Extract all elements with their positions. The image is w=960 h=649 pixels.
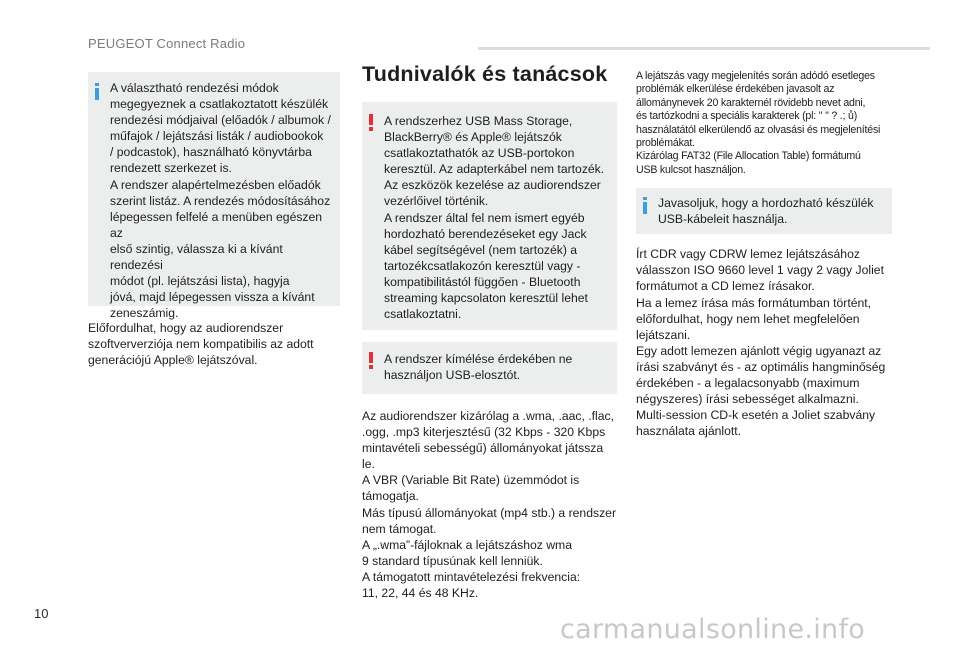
watermark: carmanualsonline.info: [560, 614, 866, 645]
info-icon: [95, 83, 99, 100]
info-box-text: A választható rendezési módok megegyeznek a csatlakoztatott készülék rendezési módjaival (előadók / albumok / műfajok / lejátszási listák / audiobookok / podcastok), használható könyvtárba rendezett szerkezet is. A rendszer alapértelmezésben előadók szerint listáz. A rendezés módosításához lépegessen felfelé a menüben egészen az első szintig, válassza ki a kívánt rendezési módot (pl. lejátszási lista), hagyja jóvá, majd lépegessen vissza a kívánt zeneszámig.: [110, 81, 331, 321]
column-3: [636, 70, 892, 439]
filename-advice-paragraph: A lejátszás vagy megjelenítés során adódó esetleges problémák elkerülése érdekében javasolt az állománynevek 20 karakternél rövidebb nevet adni, és tartózkodni a speciális karakterek (pl: " " ? .; ů) használatától elkerülendő az olvasási és megjelenítési problémákat. Kizárólag FAT32 (File Allocation Table) formátumú USB kulcsot használjon.: [636, 70, 881, 176]
info-box: [88, 72, 340, 321]
warning-box-usb: [362, 102, 617, 330]
warning-box-hub-text: A rendszer kímélése érdekében ne használjon USB-elosztót.: [384, 352, 573, 383]
column-1: [88, 72, 340, 368]
warning-box-usb-text: A rendszerhez USB Mass Storage, BlackBerry® és Apple® lejátszók csatlakoztathatók az USB-portokon keresztül. Az adapterkábel nem tartozék. Az eszközök kezelése az audiorendszer vezérlőivel történik. A rendszer által fel nem ismert egyéb hordozható berendezéseket egy Jack kábel segítségével (nem tartozék) a tartozékcsatlakozón keresztül vagy - kompatibilitástól függően - Bluetooth streaming kapcsolaton keresztül lehet csatlakoztatni.: [384, 114, 605, 322]
file-format-paragraph: Az audiorendszer kizárólag a .wma, .aac, .flac, .ogg, .mp3 kiterjesztésű (32 Kbps - 320 Kbps mintavételi sebességű) állományokat játssza le. A VBR (Variable Bit Rate) üzemmódot is támogatja. Más típusú állományokat (mp4 stb.) a rendszer nem támogat. A „.wma”-fájloknak a lejátszáshoz wma 9 standard típusúnak kell lenniük. A támogatott mintavételezési frekvencia: 11, 22, 44 és 48 KHz.: [362, 409, 617, 601]
header-title: PEUGEOT Connect Radio: [88, 36, 246, 51]
info-icon: [643, 197, 647, 214]
header-divider: [478, 47, 930, 50]
warning-icon: [369, 352, 373, 369]
info-box-cable: [636, 188, 892, 234]
column-2: [362, 62, 617, 601]
warning-box-hub: [362, 342, 617, 394]
cd-paragraph: Írt CDR vagy CDRW lemez lejátszásához válasszon ISO 9660 level 1 vagy 2 vagy Joliet formátumot a CD lemez írásakor. Ha a lemez írása más formátumban történt, előfordulhat, hogy nem lehet megfelelően lejátszani. Egy adott lemezen ajánlott végig ugyanazt az írási szabványt és - az optimális hangminőség érdekében - a legalacsonyabb (maximum négyszeres) írási sebességet alkalmazni. Multi-session CD-k esetén a Joliet szabvány használata ajánlott.: [636, 247, 886, 439]
section-heading: Tudnivalók és tanácsok: [362, 62, 608, 86]
compatibility-paragraph: Előfordulhat, hogy az audiorendszer szoftververziója nem kompatibilis az adott generációjú Apple® lejátszóval.: [88, 321, 314, 368]
page-number: 10: [34, 606, 49, 621]
warning-icon: [369, 114, 373, 131]
info-box-cable-text: Javasoljuk, hogy a hordozható készülék USB-kábeleit használja.: [658, 196, 874, 227]
